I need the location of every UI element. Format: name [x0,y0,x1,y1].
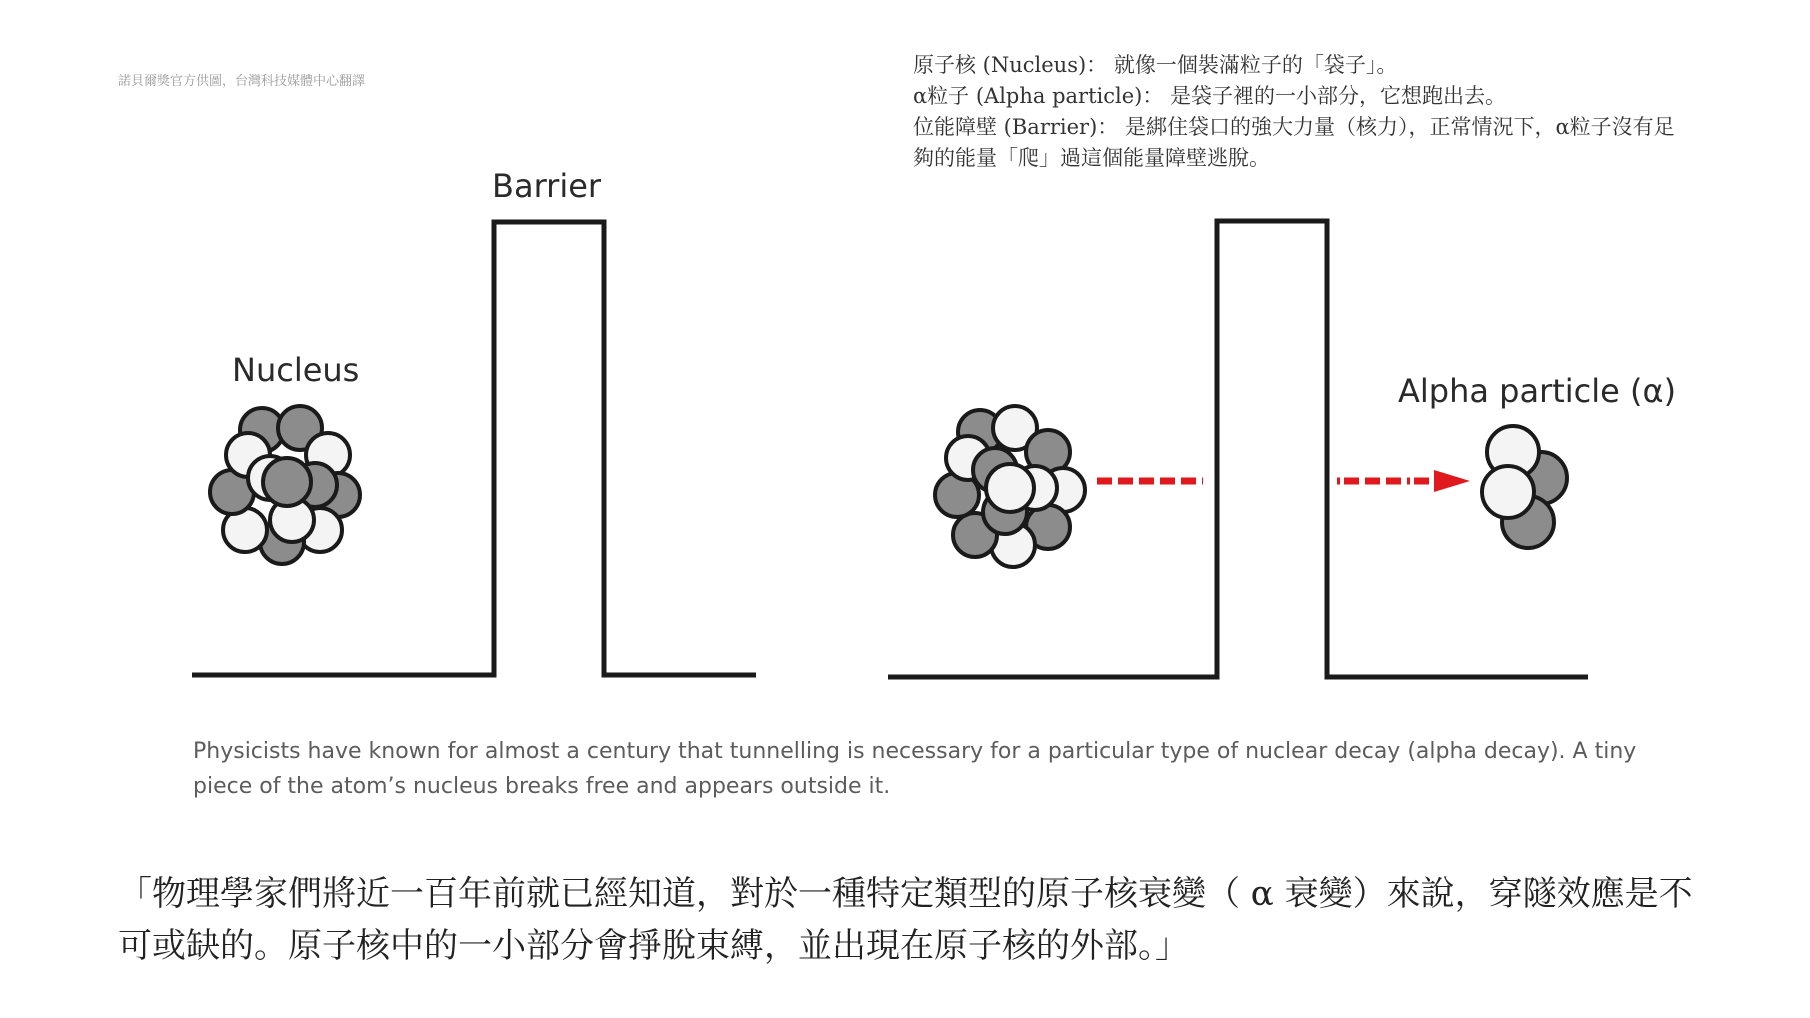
english-caption: Physicists have known for almost a century that tunnelling is necessary for a particular type of nuclear decay (alpha decay). A tiny piece of the atom’s nucleus breaks free and appears outside it. [193,739,1637,799]
alpha-particle-label: Alpha particle (α) [1398,372,1677,410]
chinese-caption: 「物理學家們將近一百年前就已經知道，對於一種特定類型的原子核衰變（ α 衰變）來說，穿隧效應是不可或缺的。原子核中的一小部分會掙脫束縛，並出現在原子核的外部。」 [118,874,1693,966]
barrier-label: Barrier [492,167,602,205]
nucleus-label: Nucleus [232,351,360,389]
legend-line-alpha: α粒子 (Alpha particle)： 是袋子裡的一小部分，它想跑出去。 [913,84,1507,108]
legend-line-barrier: 位能障壁 (Barrier)： 是綁住袋口的強大力量（核力），正常情況下，α粒子沒有足夠的能量「爬」過這個能量障壁逃脫。 [913,115,1675,170]
alpha-particle [1482,426,1567,548]
particle-circle [986,464,1034,512]
nucleus-particle-cluster [210,406,360,564]
particle-circle [263,458,311,506]
nucleus-particle-cluster-right [935,406,1085,567]
particle-circle [1482,466,1534,518]
arrow-head-icon [1434,470,1470,492]
image-credit: 諾貝爾獎官方供圖，台灣科技媒體中心翻譯 [118,74,366,89]
legend-line-nucleus: 原子核 (Nucleus)： 就像一個裝滿粒子的「袋子」。 [913,53,1398,77]
